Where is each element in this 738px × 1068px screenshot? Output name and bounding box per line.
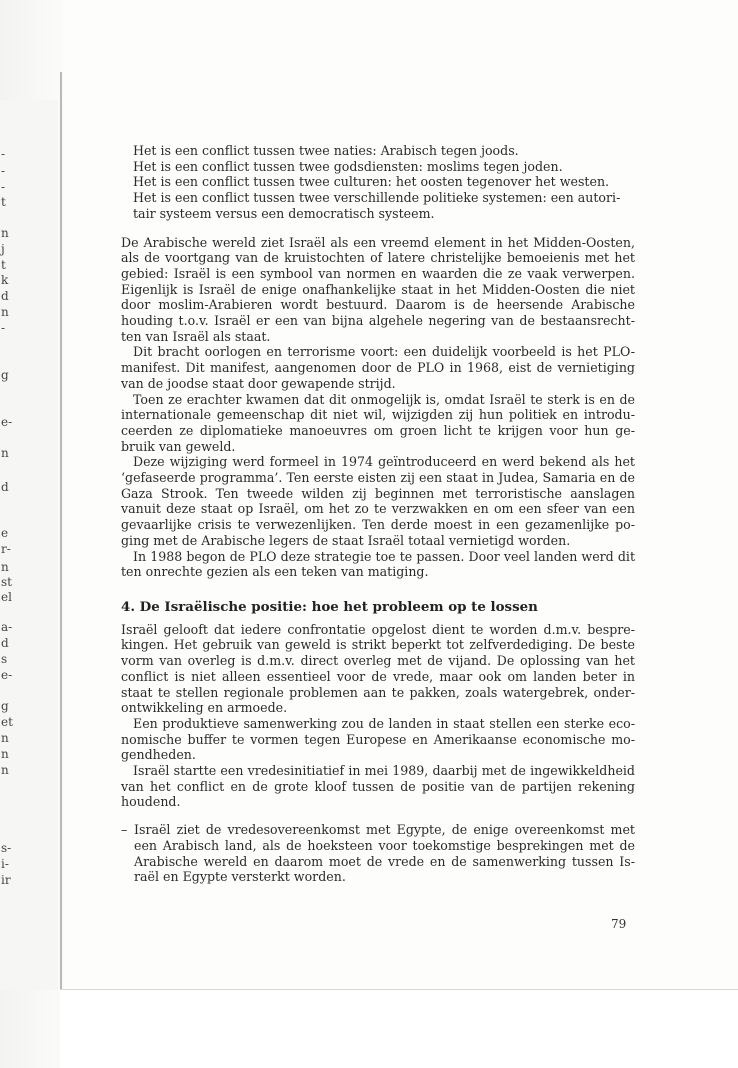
body-paragraph: Een produktieve samenwerking zou de landen in staat stellen een sterke eco-nomische buffer te vormen tegen Europese en Amerikaanse economische mo-gendheden. [121, 715, 635, 763]
left-fragment: t [1, 258, 6, 272]
body-paragraph: De Arabische wereld ziet Israël als een vreemd element in het Midden-Oosten, als de voortgang van de kruistochten of latere christelijke bemoeienis met het gebied: Israël is een symbool van normen en waarden die ze vaak verwerpen. Eigenlijk is Israël de enige onafhankelijke staat in het Midden-Oosten die niet door moslim-Arabieren wordt bestuurd. Daarom is de heersende Arabische houding t.o.v. Israël er een van bijna algehele negering van de bestaansrecht-ten van Israël als staat. [121, 234, 635, 344]
left-fragment: a- [1, 620, 13, 634]
left-fragment: st [1, 575, 12, 589]
left-fragment: d [1, 480, 9, 494]
left-fragment: n [1, 226, 9, 240]
intro-line: Het is een conflict tussen twee godsdiensten: moslims tegen joden. [133, 158, 563, 174]
body-paragraph: In 1988 begon de PLO deze strategie toe te passen. Door veel landen werd dit ten onrechte gezien als een teken van matiging. [121, 548, 635, 580]
left-fragment: - [1, 321, 6, 335]
left-fragment: ir [1, 873, 11, 887]
left-fragment: n [1, 763, 9, 777]
left-fragment: g [1, 368, 9, 382]
left-fragment: s [1, 652, 8, 666]
left-fragment: e- [1, 415, 13, 429]
page-body [121, 143, 635, 885]
intro-line: Het is een conflict tussen twee verschillende politieke systemen: een autori- [133, 190, 621, 206]
list-item-text: Israël ziet de vredesovereenkomst met Egypte, de enige overeenkomst met een Arabisch land, als de hoeksteen voor toekomstige besprekingen met de Arabische wereld en daarom moet de vrede en de samenwerking tussen Is-raël en Egypte versterkt worden. [134, 822, 635, 885]
list-dash: – [121, 822, 128, 838]
left-fragment: r- [1, 542, 11, 556]
left-fragment: t [1, 195, 6, 209]
left-fragment: k [1, 273, 9, 287]
intro-list [121, 143, 635, 222]
body-paragraph: Toen ze erachter kwamen dat dit onmogelijk is, omdat Israël te sterk is en de internationale gemeenschap dit niet wil, wijzigden zij hun politiek en introdu-ceerden ze diplomatieke manoeuvres om groen licht te krijgen voor hun ge-bruik van geweld. [121, 391, 635, 454]
left-fragment: s- [1, 841, 12, 855]
intro-line: tair systeem versus een democratisch systeem. [133, 205, 435, 221]
left-fragment: g [1, 699, 9, 713]
intro-line: Het is een conflict tussen twee culturen: het oosten tegenover het westen. [133, 174, 610, 190]
left-fragment: n [1, 747, 9, 761]
left-fragment: d [1, 636, 9, 650]
left-fragment: e [1, 526, 9, 540]
left-fragment: - [1, 147, 6, 161]
body-paragraph: Israël startte een vredesinitiatief in mei 1989, daarbij met de ingewikkeldheid van het conflict en de grote kloof tussen de positie van de partijen rekening houdend. [121, 763, 635, 810]
intro-line: Het is een conflict tussen twee naties: Arabisch tegen joods. [133, 143, 519, 158]
left-fragment: d [1, 289, 9, 303]
left-fragment: n [1, 560, 9, 574]
body-paragraph: Israël gelooft dat iedere confrontatie opgelost dient te worden d.m.v. bespre-kingen. Het gebruik van geweld is strikt beperkt tot zelfverdediging. De beste vorm van overleg is d.m.v. direct overleg met de vijand. De oplossing van het conflict is niet alleen essentieel voor de vrede, maar ook om landen beter in staat te stellen regionale problemen aan te pakken, zoals watergebrek, onder-ontwikkeling en armoede. [121, 621, 635, 716]
left-fragment: n [1, 305, 9, 319]
page-number: 79 [611, 917, 627, 931]
page-bottom-edge [60, 989, 738, 990]
left-fragment: el [1, 590, 12, 604]
left-page-text-fragments [0, 0, 14, 1068]
body-paragraph: Dit bracht oorlogen en terrorisme voort: een duidelijk voorbeeld is het PLO-manifest. Dit manifest, aangenomen door de PLO in 1968, eist de vernietiging van de joodse staat door gewapende strijd. [121, 344, 635, 391]
left-fragment: n [1, 446, 9, 460]
book-gutter [60, 72, 62, 990]
left-fragment: e- [1, 668, 13, 682]
left-fragment: j [1, 242, 5, 256]
section-heading: 4. De Israëlische positie: hoe het probleem op te lossen [121, 598, 538, 615]
list-item [121, 822, 635, 885]
left-fragment: i- [1, 857, 9, 871]
page-bottom-area [60, 990, 738, 1068]
left-fragment: et [1, 715, 13, 729]
left-fragment: n [1, 731, 9, 745]
left-fragment: - [1, 180, 6, 194]
body-paragraph: Deze wijziging werd formeel in 1974 geïntroduceerd en werd bekend als het ‘gefaseerde programma’. Ten eerste eisten zij een staat in Judea, Samaria en de Gaza Strook. Ten tweede wilden zij beginnen met terroristische aanslagen vanuit deze staat op Israël, om het zo te verzwakken en om een sfeer van een gevaarlijke crisis te verwezenlijken. Ten derde moest in een gezamenlijke po-ging met de Arabische legers de staat Israël totaal vernietigd worden. [121, 454, 635, 548]
left-fragment: - [1, 164, 6, 178]
